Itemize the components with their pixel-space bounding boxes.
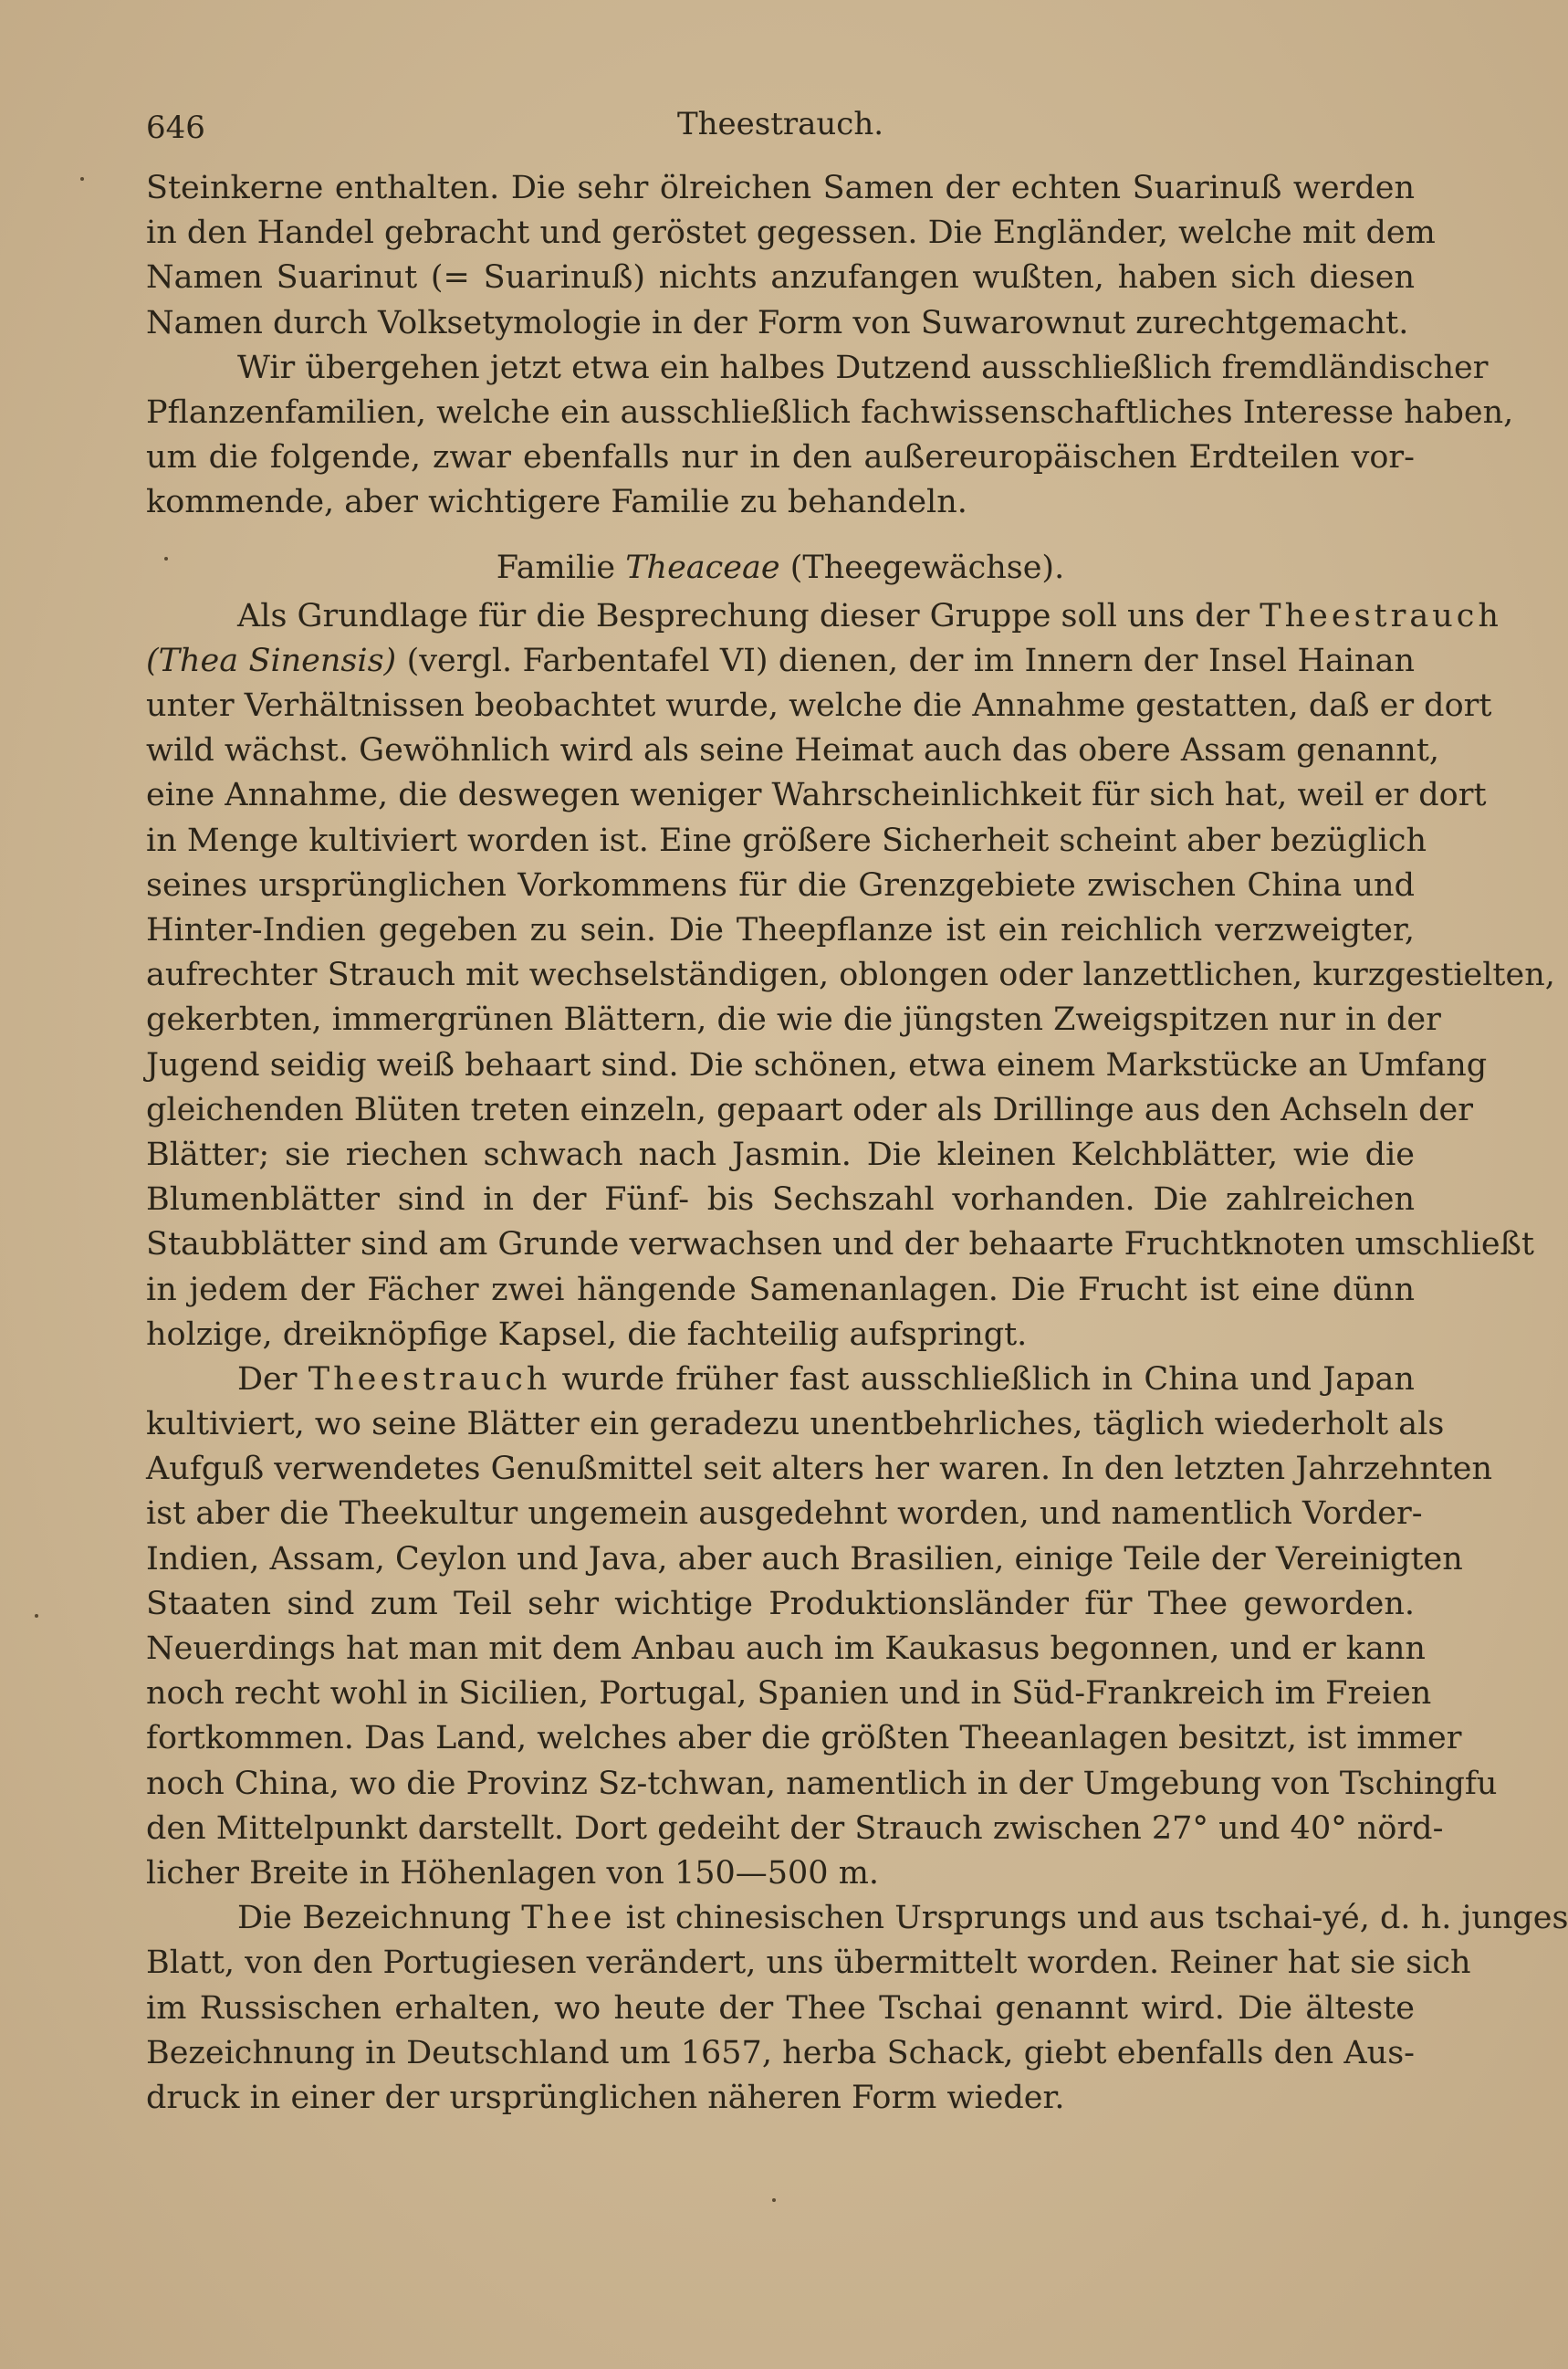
text-line: licher Breite in Höhenlagen von 150—500 m. — [146, 1854, 880, 1892]
text-line: Indien, Assam, Ceylon und Java, aber auch Brasilien, einige Teile der Vereinigten — [146, 1540, 1463, 1578]
text-line: seines ursprünglichen Vorkommens für die Grenzgebiete zwischen China und — [146, 866, 1415, 904]
paragraph — [146, 346, 1514, 526]
heading-latin-name: Theaceae — [625, 549, 780, 586]
running-title: Theestrauch. — [676, 106, 884, 142]
text-line: Jugend seidig weiß behaart sind. Die schönen, etwa einem Markstücke an Umfang — [146, 1046, 1488, 1084]
margin-speck — [772, 2198, 776, 2202]
paragraph — [146, 1896, 1568, 2121]
text-line: Namen Suarinut (= Suarinuß) nichts anzufangen wußten, haben sich diesen — [146, 259, 1415, 297]
text-line: in den Handel gebracht und geröstet gegessen. Die Engländer, welche mit dem — [146, 215, 1436, 252]
margin-speck — [35, 1614, 38, 1618]
text-line: in jedem der Fächer zwei hängende Samenanlagen. Die Frucht ist eine dünn — [146, 1271, 1415, 1308]
page-header — [146, 100, 1415, 155]
text-line: kommende, aber wichtigere Familie zu behandeln. — [146, 484, 967, 521]
page-number: 646 — [146, 110, 205, 146]
text-line: wild wächst. Gewöhnlich wird als seine Heimat auch das obere Assam genannt, — [146, 732, 1440, 770]
text-line — [146, 1357, 1415, 1402]
section-heading — [146, 546, 1415, 591]
text-span: Als Grundlage für die Besprechung dieser Gruppe soll uns der — [237, 597, 1250, 634]
text-line: Aufguß verwendetes Genußmittel seit alters her waren. In den letzten Jahrzehnten — [146, 1451, 1493, 1488]
text-line: Staubblätter sind am Grunde verwachsen und der behaarte Fruchtknoten umschließt — [146, 1226, 1534, 1263]
text-span: Der — [237, 1360, 298, 1398]
heading-suffix: (Theegewächse). — [789, 549, 1065, 586]
paragraph — [146, 594, 1555, 1357]
text-span: Die Bezeichnung — [237, 1900, 512, 1937]
emphasis-span: Theestrauch — [1260, 597, 1502, 634]
text-line: gleichenden Blüten treten einzeln, gepaart oder als Drillinge aus den Achseln der — [146, 1091, 1473, 1128]
text-line: kultiviert, wo seine Blätter ein geradezu unentbehrliches, täglich wiederholt als — [146, 1406, 1445, 1443]
text-line — [146, 594, 1502, 639]
paragraph — [146, 1357, 1498, 1896]
text-line: Pflanzenfamilien, welche ein ausschließlich fachwissenschaftliches Interesse haben, — [146, 393, 1514, 431]
text-line: um die folgende, zwar ebenfalls nur in den außereuropäischen Erdteilen vor- — [146, 439, 1415, 477]
text-line — [146, 1896, 1568, 1941]
text-line: fortkommen. Das Land, welches aber die größten Theeanlagen besitzt, ist immer — [146, 1720, 1462, 1757]
text-line: aufrechter Strauch mit wechselständigen, oblongen oder lanzettlichen, kurzgestielten, — [146, 957, 1555, 994]
text-line: eine Annahme, die deswegen weniger Wahrscheinlichkeit für sich hat, weil er dort — [146, 777, 1487, 814]
emphasis-span: Theestrauch — [308, 1360, 551, 1398]
text-line: gekerbten, immergrünen Blättern, die wie die jüngsten Zweigspitzen nur in der — [146, 1001, 1441, 1039]
text-line: noch recht wohl in Sicilien, Portugal, Spanien und in Süd-Frankreich im Freien — [146, 1675, 1432, 1713]
text-line: Blatt, von den Portugiesen verändert, uns übermittelt worden. Reiner hat sie sich — [146, 1944, 1471, 1982]
text-line: Namen durch Volksetymologie in der Form von Suwarownut zurechtgemacht. — [146, 304, 1409, 341]
emphasis-span: Thee — [521, 1900, 616, 1937]
text-span: (vergl. Farbentafel VI) dienen, der im Innern der Insel Hainan — [406, 642, 1415, 679]
text-line: in Menge kultiviert worden ist. Eine größere Sicherheit scheint aber bezüglich — [146, 822, 1427, 859]
text-line: Staaten sind zum Teil sehr wichtige Produktionsländer für Thee geworden. — [146, 1585, 1415, 1622]
text-line: Wir übergehen jetzt etwa ein halbes Dutzend ausschließlich fremdländischer — [237, 349, 1489, 386]
latin-name: (Thea Sinensis) — [146, 642, 397, 679]
text-line: Bezeichnung in Deutschland um 1657, herba Schack, giebt ebenfalls den Aus- — [146, 2034, 1415, 2071]
text-line: noch China, wo die Provinz Sz-tchwan, namentlich in der Umgebung von Tschingfu — [146, 1765, 1498, 1802]
text-line: Hinter-Indien gegeben zu sein. Die Theepflanze ist ein reichlich verzweigter, — [146, 912, 1415, 949]
body-text — [146, 166, 1568, 2121]
paragraph — [146, 166, 1436, 346]
margin-speck — [80, 177, 84, 181]
text-line: holzige, dreiknöpfige Kapsel, die fachteilig aufspringt. — [146, 1316, 1028, 1353]
text-line: druck in einer der ursprünglichen näheren Form wieder. — [146, 2079, 1065, 2116]
text-line: Neuerdings hat man mit dem Anbau auch im Kaukasus begonnen, und er kann — [146, 1630, 1426, 1667]
text-span: ist chinesischen Ursprungs und aus tschai-yé, d. h. junges — [625, 1900, 1568, 1937]
text-line — [146, 639, 1415, 684]
text-line: unter Verhältnissen beobachtet wurde, welche die Annahme gestatten, daß er dort — [146, 687, 1492, 725]
text-line: Blätter; sie riechen schwach nach Jasmin. Die kleinen Kelchblätter, wie die — [146, 1136, 1415, 1173]
text-line: den Mittelpunkt darstellt. Dort gedeiht der Strauch zwischen 27° und 40° nörd- — [146, 1809, 1444, 1847]
text-line: im Russischen erhalten, wo heute der Thee Tschai genannt wird. Die älteste — [146, 1989, 1415, 2027]
text-line: ist aber die Theekultur ungemein ausgedehnt worden, und namentlich Vorder- — [146, 1495, 1423, 1533]
text-line: Steinkerne enthalten. Die sehr ölreichen Samen der echten Suarinuß werden — [146, 170, 1415, 206]
book-page — [146, 100, 1568, 2121]
heading-prefix: Familie — [496, 549, 616, 586]
text-line: Blumenblätter sind in der Fünf- bis Sechszahl vorhanden. Die zahlreichen — [146, 1181, 1415, 1219]
text-span: wurde früher fast ausschließlich in China und Japan — [561, 1360, 1415, 1398]
